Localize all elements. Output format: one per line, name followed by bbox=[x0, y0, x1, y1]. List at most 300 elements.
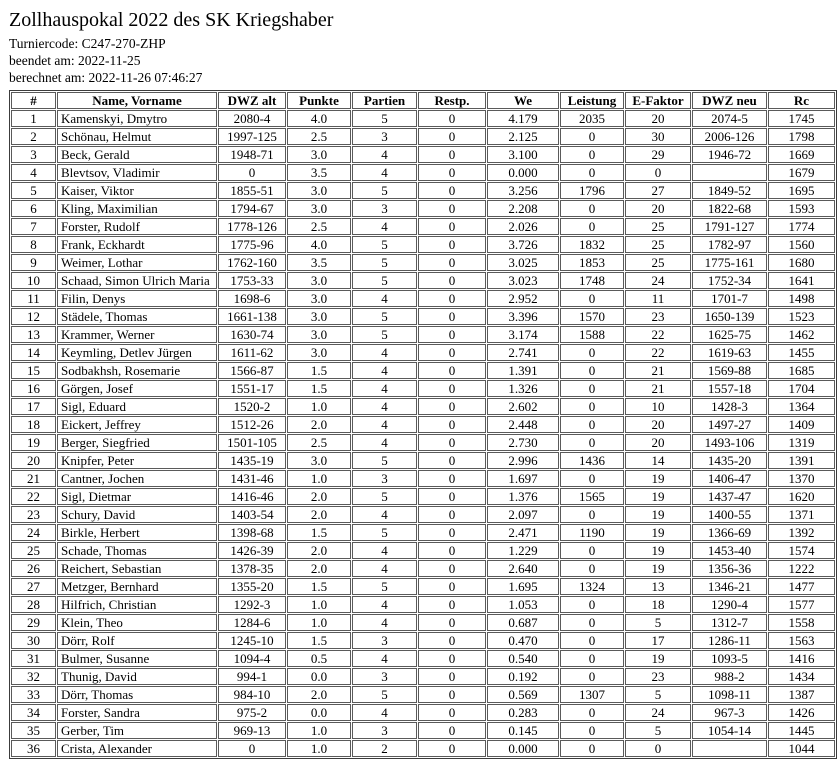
cell-punkte: 3.5 bbox=[287, 254, 351, 271]
cell-dwz-alt: 1378-35 bbox=[218, 560, 286, 577]
cell-rc: 1371 bbox=[768, 506, 835, 523]
cell-name: Berger, Siegfried bbox=[57, 434, 217, 451]
cell-name: Görgen, Josef bbox=[57, 380, 217, 397]
cell-dwz-alt: 1775-96 bbox=[218, 236, 286, 253]
cell-we: 3.025 bbox=[487, 254, 559, 271]
cell-partien: 4 bbox=[352, 560, 417, 577]
cell-punkte: 2.0 bbox=[287, 488, 351, 505]
cell-restp: 0 bbox=[418, 542, 486, 559]
cell-name: Filin, Denys bbox=[57, 290, 217, 307]
cell-rc: 1669 bbox=[768, 146, 835, 163]
cell-rc: 1704 bbox=[768, 380, 835, 397]
cell-partien: 5 bbox=[352, 488, 417, 505]
cell-we: 2.208 bbox=[487, 200, 559, 217]
cell-punkte: 0.0 bbox=[287, 668, 351, 685]
cell-dwz-neu: 1569-88 bbox=[692, 362, 767, 379]
cell-partien: 4 bbox=[352, 416, 417, 433]
cell-name: Gerber, Tim bbox=[57, 722, 217, 739]
cell-dwz-neu: 1400-55 bbox=[692, 506, 767, 523]
cell-leistung: 0 bbox=[560, 704, 624, 721]
cell-partien: 5 bbox=[352, 308, 417, 325]
table-row bbox=[11, 344, 835, 361]
cell-name: Schade, Thomas bbox=[57, 542, 217, 559]
cell-rc: 1798 bbox=[768, 128, 835, 145]
column-header-dwz-alt: DWZ alt bbox=[218, 92, 286, 109]
table-row bbox=[11, 542, 835, 559]
column-header-rank: # bbox=[11, 92, 56, 109]
cell-punkte: 3.0 bbox=[287, 290, 351, 307]
cell-name: Cantner, Jochen bbox=[57, 470, 217, 487]
cell-partien: 4 bbox=[352, 218, 417, 235]
cell-dwz-neu: 1290-4 bbox=[692, 596, 767, 613]
table-row bbox=[11, 722, 835, 739]
cell-e-faktor: 21 bbox=[625, 362, 691, 379]
cell-dwz-alt: 1997-125 bbox=[218, 128, 286, 145]
cell-leistung: 0 bbox=[560, 632, 624, 649]
cell-restp: 0 bbox=[418, 452, 486, 469]
cell-we: 2.952 bbox=[487, 290, 559, 307]
cell-dwz-neu: 1428-3 bbox=[692, 398, 767, 415]
cell-we: 2.026 bbox=[487, 218, 559, 235]
cell-restp: 0 bbox=[418, 308, 486, 325]
cell-rc: 1391 bbox=[768, 452, 835, 469]
cell-dwz-neu: 2074-5 bbox=[692, 110, 767, 127]
cell-partien: 5 bbox=[352, 182, 417, 199]
cell-rc: 1477 bbox=[768, 578, 835, 595]
table-row bbox=[11, 146, 835, 163]
cell-punkte: 3.0 bbox=[287, 200, 351, 217]
cell-rank: 10 bbox=[11, 272, 56, 289]
cell-we: 3.396 bbox=[487, 308, 559, 325]
cell-rc: 1370 bbox=[768, 470, 835, 487]
cell-punkte: 2.5 bbox=[287, 128, 351, 145]
cell-e-faktor: 19 bbox=[625, 506, 691, 523]
cell-we: 2.125 bbox=[487, 128, 559, 145]
cell-rc: 1641 bbox=[768, 272, 835, 289]
cell-we: 1.376 bbox=[487, 488, 559, 505]
table-row bbox=[11, 236, 835, 253]
cell-dwz-alt: 1403-54 bbox=[218, 506, 286, 523]
cell-restp: 0 bbox=[418, 182, 486, 199]
table-row bbox=[11, 164, 835, 181]
cell-rc: 1392 bbox=[768, 524, 835, 541]
cell-dwz-neu: 1356-36 bbox=[692, 560, 767, 577]
cell-leistung: 1436 bbox=[560, 452, 624, 469]
cell-dwz-neu: 1701-7 bbox=[692, 290, 767, 307]
cell-partien: 2 bbox=[352, 740, 417, 757]
cell-dwz-neu: 988-2 bbox=[692, 668, 767, 685]
cell-partien: 5 bbox=[352, 578, 417, 595]
cell-restp: 0 bbox=[418, 434, 486, 451]
cell-name: Reichert, Sebastian bbox=[57, 560, 217, 577]
cell-e-faktor: 18 bbox=[625, 596, 691, 613]
cell-partien: 4 bbox=[352, 164, 417, 181]
cell-dwz-alt: 1551-17 bbox=[218, 380, 286, 397]
cell-punkte: 3.0 bbox=[287, 326, 351, 343]
cell-e-faktor: 20 bbox=[625, 110, 691, 127]
cell-punkte: 1.0 bbox=[287, 596, 351, 613]
cell-restp: 0 bbox=[418, 236, 486, 253]
cell-punkte: 1.0 bbox=[287, 470, 351, 487]
cell-e-faktor: 20 bbox=[625, 434, 691, 451]
table-row bbox=[11, 506, 835, 523]
cell-punkte: 2.0 bbox=[287, 560, 351, 577]
cell-rank: 7 bbox=[11, 218, 56, 235]
cell-dwz-neu: 1650-139 bbox=[692, 308, 767, 325]
cell-dwz-neu: 1435-20 bbox=[692, 452, 767, 469]
cell-name: Dörr, Thomas bbox=[57, 686, 217, 703]
cell-punkte: 3.0 bbox=[287, 272, 351, 289]
cell-rank: 2 bbox=[11, 128, 56, 145]
cell-leistung: 0 bbox=[560, 470, 624, 487]
cell-we: 2.471 bbox=[487, 524, 559, 541]
column-header-restp: Restp. bbox=[418, 92, 486, 109]
cell-name: Metzger, Bernhard bbox=[57, 578, 217, 595]
cell-leistung: 0 bbox=[560, 596, 624, 613]
cell-rank: 13 bbox=[11, 326, 56, 343]
cell-leistung: 1324 bbox=[560, 578, 624, 595]
cell-name: Crista, Alexander bbox=[57, 740, 217, 757]
cell-partien: 5 bbox=[352, 524, 417, 541]
table-row bbox=[11, 632, 835, 649]
table-row bbox=[11, 308, 835, 325]
cell-e-faktor: 21 bbox=[625, 380, 691, 397]
cell-restp: 0 bbox=[418, 596, 486, 613]
table-row bbox=[11, 434, 835, 451]
cell-dwz-alt: 0 bbox=[218, 164, 286, 181]
cell-restp: 0 bbox=[418, 740, 486, 757]
dwz-results-table bbox=[9, 90, 837, 759]
cell-rank: 6 bbox=[11, 200, 56, 217]
cell-name: Forster, Sandra bbox=[57, 704, 217, 721]
cell-partien: 3 bbox=[352, 668, 417, 685]
cell-partien: 3 bbox=[352, 128, 417, 145]
cell-rc: 1593 bbox=[768, 200, 835, 217]
cell-name: Klein, Theo bbox=[57, 614, 217, 631]
cell-rank: 36 bbox=[11, 740, 56, 757]
cell-we: 1.391 bbox=[487, 362, 559, 379]
column-header-name: Name, Vorname bbox=[57, 92, 217, 109]
cell-rc: 1558 bbox=[768, 614, 835, 631]
cell-leistung: 0 bbox=[560, 668, 624, 685]
cell-we: 2.602 bbox=[487, 398, 559, 415]
cell-leistung: 1588 bbox=[560, 326, 624, 343]
cell-dwz-neu: 1782-97 bbox=[692, 236, 767, 253]
cell-rc: 1680 bbox=[768, 254, 835, 271]
cell-partien: 4 bbox=[352, 650, 417, 667]
cell-rank: 16 bbox=[11, 380, 56, 397]
cell-leistung: 0 bbox=[560, 200, 624, 217]
cell-dwz-alt: 994-1 bbox=[218, 668, 286, 685]
cell-punkte: 2.5 bbox=[287, 434, 351, 451]
cell-dwz-alt: 0 bbox=[218, 740, 286, 757]
cell-e-faktor: 22 bbox=[625, 344, 691, 361]
cell-dwz-neu: 1791-127 bbox=[692, 218, 767, 235]
cell-e-faktor: 25 bbox=[625, 236, 691, 253]
cell-rank: 25 bbox=[11, 542, 56, 559]
cell-rc: 1445 bbox=[768, 722, 835, 739]
cell-leistung: 1565 bbox=[560, 488, 624, 505]
cell-leistung: 0 bbox=[560, 560, 624, 577]
cell-rank: 11 bbox=[11, 290, 56, 307]
cell-partien: 4 bbox=[352, 434, 417, 451]
cell-rc: 1774 bbox=[768, 218, 835, 235]
cell-punkte: 1.5 bbox=[287, 632, 351, 649]
cell-leistung: 0 bbox=[560, 722, 624, 739]
table-row bbox=[11, 488, 835, 505]
table-row bbox=[11, 254, 835, 271]
cell-dwz-alt: 1416-46 bbox=[218, 488, 286, 505]
cell-restp: 0 bbox=[418, 398, 486, 415]
cell-dwz-neu: 1619-63 bbox=[692, 344, 767, 361]
cell-rank: 28 bbox=[11, 596, 56, 613]
cell-rank: 19 bbox=[11, 434, 56, 451]
table-row bbox=[11, 272, 835, 289]
cell-restp: 0 bbox=[418, 146, 486, 163]
cell-rank: 9 bbox=[11, 254, 56, 271]
cell-name: Krammer, Werner bbox=[57, 326, 217, 343]
cell-dwz-alt: 1753-33 bbox=[218, 272, 286, 289]
cell-dwz-alt: 1698-6 bbox=[218, 290, 286, 307]
table-row bbox=[11, 578, 835, 595]
cell-leistung: 0 bbox=[560, 398, 624, 415]
cell-punkte: 1.0 bbox=[287, 398, 351, 415]
table-row bbox=[11, 596, 835, 613]
cell-dwz-alt: 1661-138 bbox=[218, 308, 286, 325]
cell-e-faktor: 0 bbox=[625, 740, 691, 757]
cell-punkte: 1.5 bbox=[287, 362, 351, 379]
cell-dwz-alt: 1794-67 bbox=[218, 200, 286, 217]
cell-rank: 22 bbox=[11, 488, 56, 505]
cell-rank: 5 bbox=[11, 182, 56, 199]
cell-leistung: 0 bbox=[560, 416, 624, 433]
cell-punkte: 0.0 bbox=[287, 704, 351, 721]
cell-partien: 4 bbox=[352, 362, 417, 379]
cell-leistung: 0 bbox=[560, 290, 624, 307]
cell-partien: 5 bbox=[352, 236, 417, 253]
column-header-rc: Rc bbox=[768, 92, 835, 109]
table-row bbox=[11, 704, 835, 721]
cell-dwz-neu: 1557-18 bbox=[692, 380, 767, 397]
cell-rank: 26 bbox=[11, 560, 56, 577]
cell-restp: 0 bbox=[418, 722, 486, 739]
cell-rank: 1 bbox=[11, 110, 56, 127]
cell-restp: 0 bbox=[418, 272, 486, 289]
cell-name: Städele, Thomas bbox=[57, 308, 217, 325]
cell-restp: 0 bbox=[418, 416, 486, 433]
cell-name: Eickert, Jeffrey bbox=[57, 416, 217, 433]
cell-rank: 30 bbox=[11, 632, 56, 649]
table-row bbox=[11, 560, 835, 577]
cell-rc: 1563 bbox=[768, 632, 835, 649]
cell-rc: 1685 bbox=[768, 362, 835, 379]
table-row bbox=[11, 326, 835, 343]
cell-partien: 5 bbox=[352, 326, 417, 343]
cell-rc: 1222 bbox=[768, 560, 835, 577]
cell-e-faktor: 24 bbox=[625, 272, 691, 289]
cell-restp: 0 bbox=[418, 560, 486, 577]
cell-leistung: 1796 bbox=[560, 182, 624, 199]
cell-rank: 32 bbox=[11, 668, 56, 685]
cell-dwz-alt: 969-13 bbox=[218, 722, 286, 739]
cell-rank: 21 bbox=[11, 470, 56, 487]
cell-dwz-neu: 1453-40 bbox=[692, 542, 767, 559]
cell-leistung: 0 bbox=[560, 362, 624, 379]
column-header-e-faktor: E-Faktor bbox=[625, 92, 691, 109]
cell-partien: 3 bbox=[352, 722, 417, 739]
cell-dwz-alt: 1630-74 bbox=[218, 326, 286, 343]
cell-e-faktor: 5 bbox=[625, 722, 691, 739]
cell-dwz-alt: 1431-46 bbox=[218, 470, 286, 487]
cell-leistung: 1307 bbox=[560, 686, 624, 703]
cell-e-faktor: 19 bbox=[625, 488, 691, 505]
cell-we: 2.448 bbox=[487, 416, 559, 433]
cell-rank: 27 bbox=[11, 578, 56, 595]
cell-restp: 0 bbox=[418, 254, 486, 271]
cell-rc: 1426 bbox=[768, 704, 835, 721]
cell-rank: 4 bbox=[11, 164, 56, 181]
cell-dwz-alt: 1501-105 bbox=[218, 434, 286, 451]
cell-rc: 1434 bbox=[768, 668, 835, 685]
cell-partien: 4 bbox=[352, 506, 417, 523]
cell-e-faktor: 11 bbox=[625, 290, 691, 307]
cell-punkte: 1.5 bbox=[287, 524, 351, 541]
cell-dwz-neu: 967-3 bbox=[692, 704, 767, 721]
cell-dwz-alt: 1094-4 bbox=[218, 650, 286, 667]
cell-restp: 0 bbox=[418, 218, 486, 235]
cell-punkte: 1.0 bbox=[287, 740, 351, 757]
cell-restp: 0 bbox=[418, 164, 486, 181]
table-row bbox=[11, 668, 835, 685]
cell-we: 1.326 bbox=[487, 380, 559, 397]
cell-name: Thunig, David bbox=[57, 668, 217, 685]
table-row bbox=[11, 650, 835, 667]
cell-rank: 8 bbox=[11, 236, 56, 253]
table-row bbox=[11, 740, 835, 757]
cell-dwz-alt: 1245-10 bbox=[218, 632, 286, 649]
cell-leistung: 0 bbox=[560, 128, 624, 145]
cell-rc: 1409 bbox=[768, 416, 835, 433]
cell-partien: 4 bbox=[352, 704, 417, 721]
cell-name: Sodbakhsh, Rosemarie bbox=[57, 362, 217, 379]
cell-e-faktor: 19 bbox=[625, 560, 691, 577]
cell-dwz-alt: 1566-87 bbox=[218, 362, 286, 379]
table-row bbox=[11, 128, 835, 145]
cell-dwz-alt: 1611-62 bbox=[218, 344, 286, 361]
cell-we: 1.229 bbox=[487, 542, 559, 559]
cell-dwz-alt: 1512-26 bbox=[218, 416, 286, 433]
cell-name: Blevtsov, Vladimir bbox=[57, 164, 217, 181]
cell-we: 2.996 bbox=[487, 452, 559, 469]
cell-dwz-alt: 1426-39 bbox=[218, 542, 286, 559]
cell-partien: 5 bbox=[352, 686, 417, 703]
cell-punkte: 1.5 bbox=[287, 380, 351, 397]
cell-we: 1.695 bbox=[487, 578, 559, 595]
cell-dwz-alt: 1778-126 bbox=[218, 218, 286, 235]
cell-leistung: 1853 bbox=[560, 254, 624, 271]
cell-partien: 4 bbox=[352, 398, 417, 415]
cell-restp: 0 bbox=[418, 344, 486, 361]
calculated-date: berechnet am: 2022-11-26 07:46:27 bbox=[9, 70, 203, 85]
cell-e-faktor: 0 bbox=[625, 164, 691, 181]
cell-name: Schury, David bbox=[57, 506, 217, 523]
cell-punkte: 3.0 bbox=[287, 146, 351, 163]
cell-dwz-alt: 1948-71 bbox=[218, 146, 286, 163]
cell-leistung: 0 bbox=[560, 218, 624, 235]
cell-rc: 1044 bbox=[768, 740, 835, 757]
cell-name: Hilfrich, Christian bbox=[57, 596, 217, 613]
column-header-punkte: Punkte bbox=[287, 92, 351, 109]
page-title: Zollhauspokal 2022 des SK Kriegshaber bbox=[9, 9, 334, 31]
cell-dwz-alt: 1855-51 bbox=[218, 182, 286, 199]
cell-rc: 1679 bbox=[768, 164, 835, 181]
cell-we: 3.256 bbox=[487, 182, 559, 199]
cell-leistung: 0 bbox=[560, 506, 624, 523]
cell-dwz-neu: 1312-7 bbox=[692, 614, 767, 631]
cell-we: 0.000 bbox=[487, 740, 559, 757]
cell-leistung: 0 bbox=[560, 164, 624, 181]
cell-we: 0.687 bbox=[487, 614, 559, 631]
cell-we: 2.730 bbox=[487, 434, 559, 451]
cell-restp: 0 bbox=[418, 362, 486, 379]
cell-partien: 5 bbox=[352, 254, 417, 271]
cell-e-faktor: 19 bbox=[625, 542, 691, 559]
cell-we: 2.741 bbox=[487, 344, 559, 361]
cell-restp: 0 bbox=[418, 614, 486, 631]
cell-restp: 0 bbox=[418, 488, 486, 505]
cell-we: 0.283 bbox=[487, 704, 559, 721]
cell-dwz-alt: 1398-68 bbox=[218, 524, 286, 541]
cell-dwz-neu bbox=[692, 740, 767, 757]
cell-restp: 0 bbox=[418, 200, 486, 217]
cell-restp: 0 bbox=[418, 650, 486, 667]
column-header-we: We bbox=[487, 92, 559, 109]
cell-we: 0.569 bbox=[487, 686, 559, 703]
cell-name: Schaad, Simon Ulrich Maria bbox=[57, 272, 217, 289]
finished-date: beendet am: 2022-11-25 bbox=[9, 53, 141, 68]
cell-leistung: 0 bbox=[560, 740, 624, 757]
cell-dwz-neu: 1625-75 bbox=[692, 326, 767, 343]
cell-rc: 1620 bbox=[768, 488, 835, 505]
cell-e-faktor: 25 bbox=[625, 254, 691, 271]
cell-rank: 12 bbox=[11, 308, 56, 325]
cell-dwz-neu: 1406-47 bbox=[692, 470, 767, 487]
cell-punkte: 3.0 bbox=[287, 308, 351, 325]
cell-name: Forster, Rudolf bbox=[57, 218, 217, 235]
cell-rank: 33 bbox=[11, 686, 56, 703]
cell-e-faktor: 19 bbox=[625, 524, 691, 541]
cell-restp: 0 bbox=[418, 470, 486, 487]
cell-partien: 3 bbox=[352, 470, 417, 487]
cell-e-faktor: 22 bbox=[625, 326, 691, 343]
cell-restp: 0 bbox=[418, 506, 486, 523]
results-table-body bbox=[11, 110, 835, 757]
cell-e-faktor: 29 bbox=[625, 146, 691, 163]
cell-dwz-alt: 1435-19 bbox=[218, 452, 286, 469]
cell-rc: 1387 bbox=[768, 686, 835, 703]
cell-e-faktor: 14 bbox=[625, 452, 691, 469]
table-row bbox=[11, 380, 835, 397]
cell-partien: 4 bbox=[352, 614, 417, 631]
cell-leistung: 1832 bbox=[560, 236, 624, 253]
cell-punkte: 1.5 bbox=[287, 578, 351, 595]
cell-dwz-neu: 1849-52 bbox=[692, 182, 767, 199]
table-row bbox=[11, 182, 835, 199]
cell-name: Kling, Maximilian bbox=[57, 200, 217, 217]
cell-e-faktor: 25 bbox=[625, 218, 691, 235]
cell-restp: 0 bbox=[418, 686, 486, 703]
table-row bbox=[11, 218, 835, 235]
